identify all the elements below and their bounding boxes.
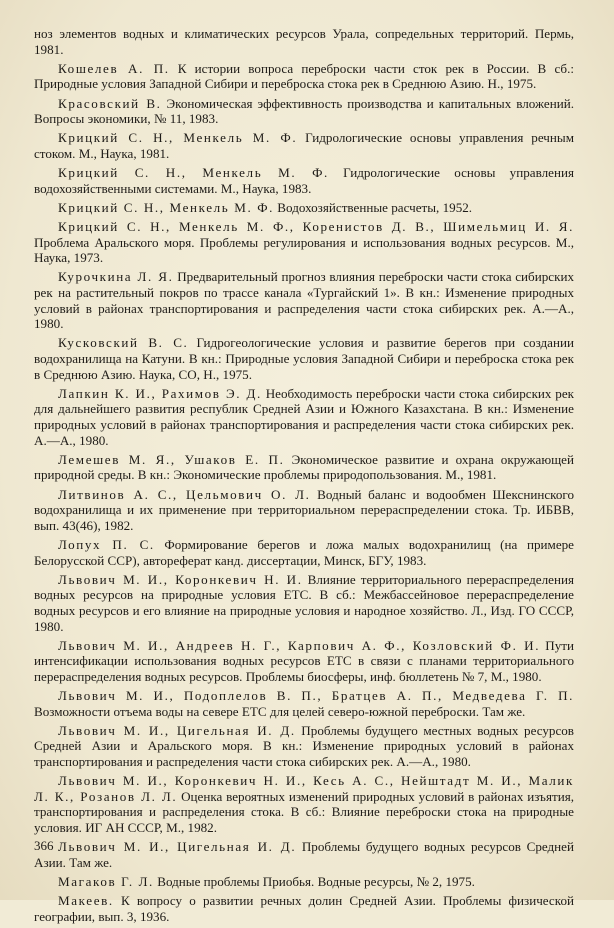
entry-authors: Литвинов А. С., Цельмович О. Л.	[58, 486, 311, 502]
bibliography-list	[34, 26, 574, 928]
entry-authors: Кошелев А. П.	[58, 60, 170, 76]
bibliography-entry	[34, 26, 574, 57]
entry-text: Водохозяйственные расчеты, 1952.	[274, 199, 473, 215]
entry-authors: Львович М. И., Коронкевич Н. И., Кесь А. С., Нейштадт М. И., Малик Л. К., Розанов Л. Л.	[34, 773, 574, 804]
bibliography-entry	[34, 874, 574, 890]
entry-text: Экономическое развитие и охрана окружающей природной среды. В кн.: Экономические проблемы природопользования. М., 1981.	[34, 451, 574, 483]
bibliography-entry	[34, 335, 574, 382]
entry-authors: Лопух П. С.	[58, 536, 155, 552]
entry-authors: Львович М. И., Цигельная И. Д.	[58, 839, 297, 855]
bibliography-entry	[34, 723, 574, 770]
entry-authors: Магаков Г. Л.	[58, 873, 154, 889]
entry-text: Пути интенсификации использования водных ресурсов ЕТС в связи с планами территориального перераспределения водных ресурсов. Проблемы биосферы, инф. бюллетень № 7, М., 1980.	[34, 637, 574, 684]
entry-authors: Лемешев М. Я., Ушаков Е. П.	[58, 451, 285, 467]
entry-authors: Крицкий С. Н., Менкель М. Ф., Коренистов Д. В., Шимельмиц И. Я.	[58, 219, 574, 235]
entry-authors: Львович М. И., Андреев Н. Г., Карпович А. Ф., Козловский Ф. И.	[58, 637, 541, 653]
entry-text: Проблемы будущего водных ресурсов Средней Азии. Там же.	[34, 839, 574, 870]
entry-authors: Львович М. И., Цигельная И. Д.	[58, 722, 296, 738]
bibliography-entry	[34, 452, 574, 483]
entry-authors: Лапкин К. И., Рахимов Э. Д.	[58, 385, 262, 401]
entry-authors: Красовский В.	[58, 95, 162, 111]
bibliography-entry	[34, 487, 574, 534]
bibliography-entry	[34, 893, 574, 924]
bibliography-entry	[34, 386, 574, 448]
entry-text: ноз элементов водных и климатических ресурсов Урала, сопредельных территорий. Пермь, 1981.	[34, 26, 574, 57]
entry-authors: Кусковский В. С.	[58, 335, 189, 351]
bibliography-entry	[34, 638, 574, 685]
entry-text: Водные проблемы Приобья. Водные ресурсы, № 2, 1975.	[153, 873, 475, 889]
entry-text: Гидрогеологические условия и развитие берегов при создании водохранилища на Катуни. В кн.: Природные условия Западной Сибири и переброска стока рек в Среднюю Азию. Наука, СО, Н., 1975.	[34, 335, 574, 382]
entry-authors: Макеев.	[58, 893, 114, 909]
entry-authors: Крицкий С. Н., Менкель М. Ф.	[58, 130, 298, 146]
bibliography-entry	[34, 773, 574, 835]
bibliography-entry	[34, 572, 574, 634]
entry-text: К вопросу о развитии речных долин Средней Азии. Проблемы физической географии, вып. 3, 1936.	[34, 893, 574, 924]
bibliography-entry	[34, 688, 574, 719]
bibliography-entry	[34, 200, 574, 216]
entry-text: Проблема Аральского моря. Проблемы регулирования и использования водных ресурсов. М., Наука, 1973.	[34, 234, 574, 266]
entry-text: Оценка вероятных изменений природных условий в районах изъятия, транспортирования и распределения стока. В сб.: Влияние переброски стока на природные условия. ИГ АН СССР, М., 1982.	[34, 788, 575, 835]
bibliography-entry	[34, 537, 574, 568]
entry-text: Предварительный прогноз влияния переброски части стока сибирских рек на растительный покров по трассе канала «Тургайский 1». В кн.: Изменение природных условий в районах транспортирования и распределения части стока сибирских рек. А.—А., 1980.	[34, 269, 575, 332]
entry-text: Проблемы будущего местных водных ресурсов Средней Азии и Аральского моря. В кн.: Изменение природных условий в районах транспортирования и распределения части стока сибирских рек. А.—А., 1980.	[34, 722, 574, 770]
entry-text: Гидрологические основы управления водохозяйственными системами. М., Наука, 1983.	[34, 165, 574, 196]
entry-text: К истории вопроса переброски части сток рек в России. В сб.: Природные условия Западной Сибири и переброска стока рек в Среднюю Азию. Н., 1975.	[34, 60, 574, 92]
entry-text: Водный баланс и водообмен Шекснинского водохранилища и их применение при территориальном перераспределении стока. Тр. ИБВВ, вып. 43(46), 1982.	[34, 486, 575, 533]
entry-text: Экономическая эффективность производства и капитальных вложений. Вопросы экономики, № 11, 1983.	[34, 95, 575, 127]
entry-text: Гидрологические основы управления речным стоком. М., Наука, 1981.	[34, 130, 574, 161]
page-number: 366	[34, 838, 54, 853]
bibliography-entry	[34, 219, 574, 266]
bibliography-entry	[34, 130, 574, 161]
bibliography-entry	[34, 96, 574, 127]
bibliography-entry	[34, 269, 574, 331]
entry-authors: Львович М. И., Коронкевич Н. И.	[58, 571, 303, 587]
bibliography-entry	[34, 165, 574, 196]
entry-text: Влияние территориального перераспределения водных ресурсов на природные условия ЕТС. В сб.: Межбассейновое перераспределение водных ресурсов и его влияние на природные условия и народное хозяйство. Л., Изд. ГО СССР, 1980.	[34, 571, 574, 634]
bibliography-entry	[34, 61, 574, 92]
entry-text: Формирование берегов и ложа малых водохранилищ (на примере Белорусской ССР), автореферат канд. диссертации, Минск, БГУ, 1983.	[34, 536, 574, 568]
entry-authors: Львович М. И., Подоплелов В. П., Братцев А. П., Медведева Г. П.	[58, 688, 574, 704]
entry-text: Необходимость переброски части стока сибирских рек для дальнейшего развития республик Средней Азии и Южного Казахстана. В кн.: Изменение природных условий в районах транспортирования и распределения части стока сибирских рек. А.—А., 1980.	[34, 385, 575, 448]
entry-authors: Крицкий С. Н., Менкель М. Ф.	[58, 165, 329, 181]
entry-authors: Крицкий С. Н., Менкель М. Ф.	[58, 199, 275, 215]
entry-text: Возможности отъема воды на севере ЕТС для целей северо-южной переброски. Там же.	[34, 703, 526, 719]
entry-authors: Курочкина Л. Я.	[58, 269, 174, 285]
bibliography-entry	[34, 839, 574, 870]
